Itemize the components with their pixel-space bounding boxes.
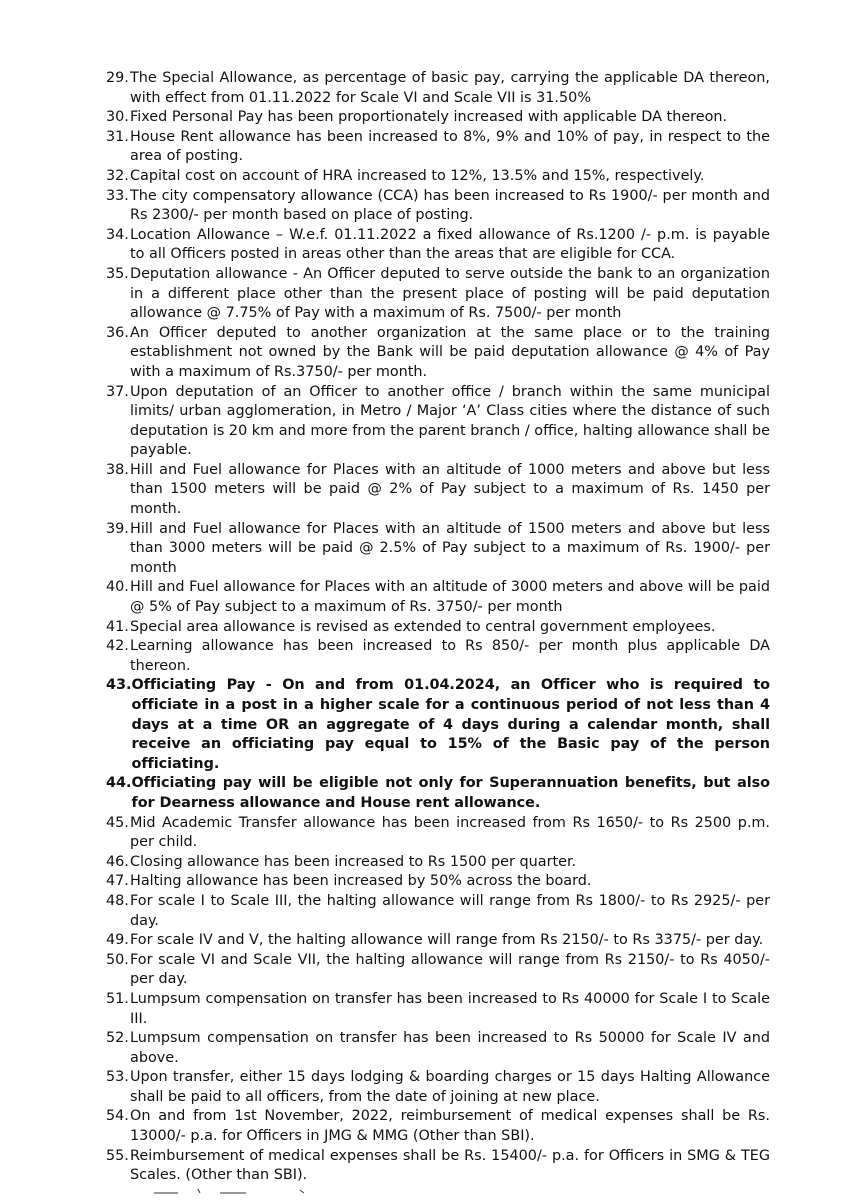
list-item [106,578,770,617]
item-text: The city compensatory allowance (CCA) has been increased to Rs 1900/- per month and Rs 2300/- per month based on place of posting. [130,187,770,224]
list-item [106,853,770,873]
list-item [106,618,770,638]
item-text: Location Allowance – W.e.f. 01.11.2022 a fixed allowance of Rs.1200 /- p.m. is payable to all Officers posted in areas other than the areas that are eligible for CCA. [130,226,770,263]
item-number: 55. [106,1147,129,1164]
item-text: On and from 1st November, 2022, reimbursement of medical expenses shall be Rs. 13000/- p.a. for Officers in JMG & MMG (Other than SBI). [130,1108,770,1145]
item-text: Officiating pay will be eligible not only for Superannuation benefits, but also for Dearness allowance and House rent allowance. [131,775,770,811]
item-text: Capital cost on account of HRA increased to 12%, 13.5% and 15%, respectively. [130,167,705,184]
item-text: Upon transfer, either 15 days lodging & boarding charges or 15 days Halting Allowance shall be paid to all officers, from the date of joining at new place. [130,1069,770,1105]
list-item [106,226,770,265]
list-item [106,676,770,774]
list-item [106,461,770,520]
item-number: 44. [106,775,132,792]
item-text: For scale I to Scale III, the halting allowance will range from Rs 1800/- to Rs 2925/- per day. [130,892,770,929]
item-text: Learning allowance has been increased to Rs 850/- per month plus applicable DA thereon. [130,638,770,674]
item-number: 37. [106,383,129,400]
item-number: 41. [106,618,129,635]
item-text: For scale VI and Scale VII, the halting allowance will range from Rs 2150/- to Rs 4050/- per day. [130,951,770,988]
item-text: Hill and Fuel allowance for Places with an altitude of 1000 meters and above but less than 1500 meters will be paid @ 2% of Pay subject to a maximum of Rs. 1450 per month. [130,461,770,518]
item-text: The Special Allowance, as percentage of basic pay, carrying the applicable DA thereon, with effect from 01.11.2022 for Scale VI and Scale VII is 31.50% [130,70,770,106]
item-text: An Officer deputed to another organization at the same place or to the training establishment not owned by the Bank will be paid deputation allowance @ 4% of Pay with a maximum of Rs.3750/- per month. [130,324,770,380]
item-number: 35. [106,265,129,282]
item-number: 31. [106,128,129,145]
item-number: 48. [106,892,129,909]
item-text: Upon deputation of an Officer to another office / branch within the same municipal limits/ urban agglomeration, in Metro / Major ‘A’ Class cities where the distance of such deputation is 20 km and more from the parent branch / office, halting allowance shall be payable. [130,383,770,459]
item-number: 45. [106,814,129,831]
item-number: 40. [106,579,129,596]
item-text: Officiating Pay - On and from 01.04.2024, an Officer who is required to officiate in a post in a higher scale for a continuous period of not less than 4 days at a time OR an aggregate of 4 days during a calendar month, shall receive an officiating pay equal to 15% of the Basic pay of the person officiating. [131,677,770,772]
list-item [106,167,770,187]
list-item [106,1029,770,1068]
list-item [106,1147,770,1186]
list-item [106,128,770,167]
item-number: 33. [106,187,129,204]
item-text: Halting allowance has been increased by 50% across the board. [130,873,592,890]
item-number: 42. [106,638,129,655]
list-item [106,872,770,892]
item-number: 32. [106,167,129,184]
item-text: Lumpsum compensation on transfer has been increased to Rs 50000 for Scale IV and above. [130,1030,770,1066]
item-number: 54. [106,1108,129,1125]
item-text: Hill and Fuel allowance for Places with an altitude of 3000 meters and above will be paid @ 5% of Pay subject to a maximum of Rs. 3750/- per month [130,579,770,616]
item-number: 49. [106,932,129,949]
list-item [106,108,770,128]
item-number: 43. [106,677,132,694]
item-text: Reimbursement of medical expenses shall be Rs. 15400/- p.a. for Officers in SMG & TEG Scales. (Other than SBI). [130,1147,770,1184]
item-text: Mid Academic Transfer allowance has been increased from Rs 1650/- to Rs 2500 p.m. per child. [130,814,770,851]
item-text: Lumpsum compensation on transfer has been increased to Rs 40000 for Scale I to Scale III. [130,990,770,1027]
list-item [106,187,770,226]
item-text: Fixed Personal Pay has been proportionately increased with applicable DA thereon. [130,109,728,126]
list-item [106,774,770,813]
list-item [106,520,770,579]
item-number: 50. [106,951,129,968]
cropped-footer-marks [150,1188,320,1194]
item-number: 46. [106,853,129,870]
item-number: 38. [106,461,129,478]
list-item [106,931,770,951]
list-item [106,1107,770,1146]
list-item [106,990,770,1029]
list-item [106,383,770,461]
item-number: 52. [106,1030,129,1047]
allowance-list [106,69,770,1186]
list-item [106,637,770,676]
item-text: House Rent allowance has been increased to 8%, 9% and 10% of pay, in respect to the area of posting. [130,128,770,165]
item-number: 51. [106,990,129,1007]
item-number: 34. [106,226,129,243]
item-text: For scale IV and V, the halting allowance will range from Rs 2150/- to Rs 3375/- per day. [130,932,764,949]
item-number: 36. [106,324,129,341]
list-item [106,265,770,324]
item-number: 39. [106,520,129,537]
item-text: Special area allowance is revised as extended to central government employees. [130,618,716,635]
item-number: 47. [106,873,129,890]
list-item [106,1068,770,1107]
item-number: 53. [106,1069,129,1086]
item-number: 30. [106,109,129,126]
list-item [106,951,770,990]
item-number: 29. [106,70,129,86]
list-item [106,69,770,108]
list-item [106,892,770,931]
list-item [106,324,770,383]
item-text: Deputation allowance - An Officer deputed to serve outside the bank to an organization in a different place other than the present place of posting will be paid deputation allowance @ 7.75% of Pay with a maximum of Rs. 7500/- per month [130,265,770,322]
list-item [106,814,770,853]
item-text: Hill and Fuel allowance for Places with an altitude of 1500 meters and above but less than 3000 meters will be paid @ 2.5% of Pay subject to a maximum of Rs. 1900/- per month [130,520,770,576]
item-text: Closing allowance has been increased to Rs 1500 per quarter. [130,853,577,870]
